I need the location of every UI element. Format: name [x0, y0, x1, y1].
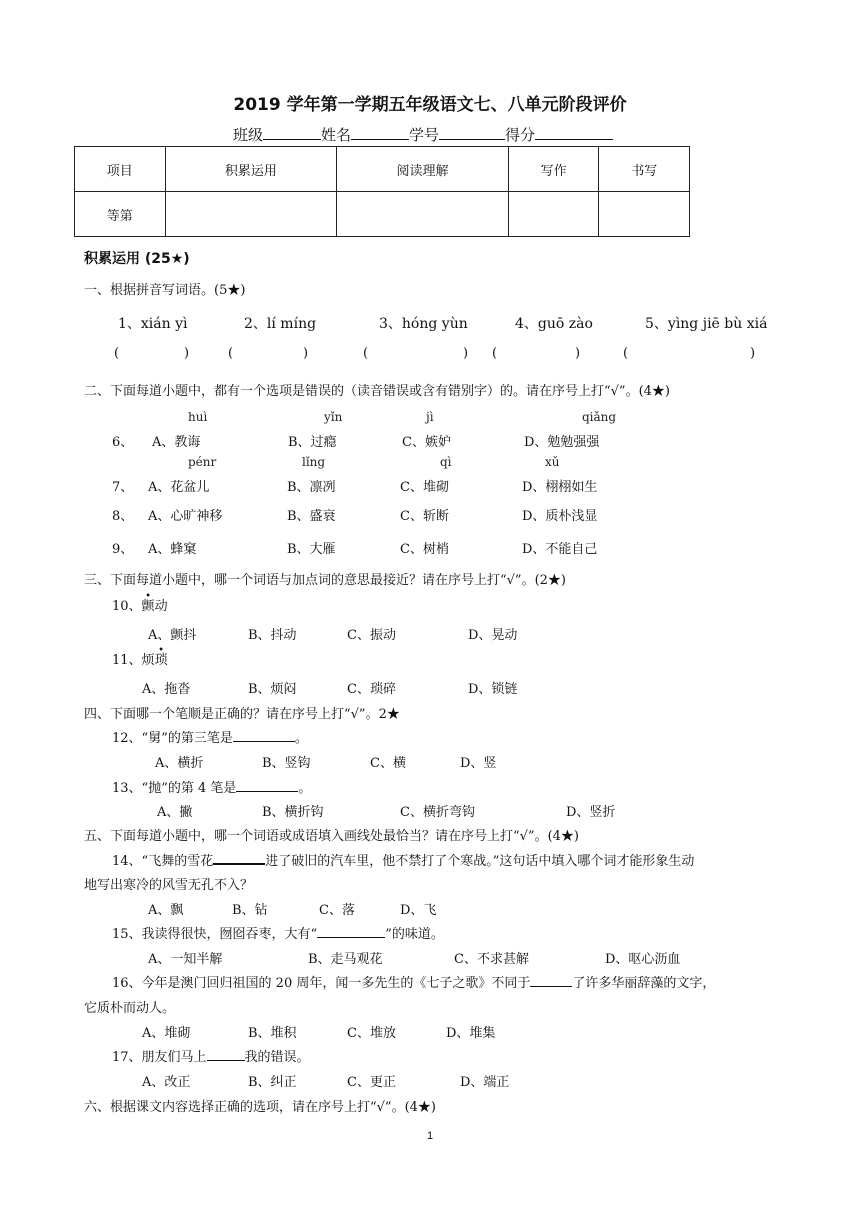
option-b[interactable]: B、纠正: [248, 1075, 297, 1090]
pinyin-annotation: qì: [440, 455, 452, 469]
answer-blank[interactable]: [530, 974, 572, 987]
option-c[interactable]: C、堆砌: [400, 480, 449, 495]
answer-blank[interactable]: [213, 851, 265, 865]
table-header: 阅读理解: [337, 147, 509, 192]
option-b[interactable]: B、过瘾: [288, 435, 337, 450]
option-d[interactable]: D、勉勉强强: [524, 435, 600, 450]
stem-char: 动: [154, 599, 168, 614]
option-d[interactable]: D、端正: [460, 1075, 510, 1090]
stem-end: 。: [294, 731, 308, 746]
option-c[interactable]: C、横: [370, 756, 406, 771]
id-field[interactable]: [439, 125, 505, 140]
question-stem: [112, 727, 308, 746]
score-field[interactable]: [535, 125, 613, 140]
option-a[interactable]: A、改正: [142, 1075, 191, 1090]
option-a[interactable]: A、颤抖: [148, 628, 197, 643]
pinyin-annotation: lǐng: [302, 455, 326, 469]
option-c[interactable]: C、振动: [347, 628, 396, 643]
answer-blank[interactable]: [236, 779, 298, 792]
option-b[interactable]: B、堆积: [248, 1026, 297, 1041]
question-stem: [112, 777, 311, 796]
question-heading: 二、下面每道小题中，都有一个选项是错误的（读音错误或含有错别字）的。请在序号上打“√”。(4★): [84, 384, 670, 399]
option-c[interactable]: C、不求甚解: [454, 952, 529, 967]
page-title: 2019 学年第一学期五年级语文七、八单元阶段评价: [233, 95, 627, 115]
question-heading: 六、根据课文内容选择正确的选项，请在序号上打“√”。(4★): [84, 1100, 436, 1115]
option-d[interactable]: D、栩栩如生: [522, 480, 598, 495]
option-a[interactable]: A、一知半解: [148, 952, 223, 967]
stem-text: 12、“舅”的第三笔是: [112, 731, 233, 746]
option-a[interactable]: A、撇: [157, 805, 193, 820]
option-d[interactable]: D、呕心沥血: [605, 952, 681, 967]
grade-cell[interactable]: [508, 192, 599, 237]
class-field[interactable]: [263, 125, 321, 140]
grade-cell[interactable]: [337, 192, 509, 237]
question-stem: [112, 649, 168, 668]
option-a[interactable]: A、心旷神移: [148, 509, 223, 524]
option-c[interactable]: C、堆放: [347, 1026, 396, 1041]
question-stem-line2: 它质朴而动人。: [84, 1001, 176, 1016]
grade-cell[interactable]: [599, 192, 690, 237]
table-grade-row: [75, 192, 690, 237]
stem-text: 我的错误。: [244, 1050, 310, 1065]
answer-paren-open: (: [363, 346, 369, 361]
answer-paren-close: ): [184, 346, 190, 361]
question-number: 7、: [112, 480, 134, 495]
stem-end: 。: [298, 781, 312, 796]
option-b[interactable]: B、竖钩: [262, 756, 311, 771]
section-heading: 积累运用 (25★): [84, 251, 190, 267]
grade-table: [74, 146, 690, 237]
question-stem: [112, 923, 444, 942]
option-a[interactable]: A、拖沓: [142, 682, 191, 697]
table-row-label: 等第: [75, 192, 166, 237]
question-heading: 四、下面哪一个笔顺是正确的？请在序号上打“√”。2★: [84, 707, 400, 722]
table-header: 书写: [599, 147, 690, 192]
option-a[interactable]: A、教诲: [152, 435, 201, 450]
stem-text: 13、“抛”的第 4 笔是: [112, 781, 237, 796]
option-c[interactable]: C、树梢: [400, 542, 449, 557]
answer-blank[interactable]: [233, 729, 295, 742]
question-stem: [112, 972, 715, 991]
table-header-row: [75, 147, 690, 192]
score-label: 得分: [505, 126, 536, 144]
answer-paren-close: ): [575, 346, 581, 361]
pinyin-annotation: xǔ: [545, 455, 560, 469]
stem-text: 进了破旧的汽车里，他不禁打了个寒战。”这句话中填入哪个词才能形象生动: [265, 854, 695, 869]
pinyin-item: 5、yìng jiē bù xiá: [645, 316, 768, 332]
option-d[interactable]: D、质朴浅显: [522, 509, 598, 524]
question-number: 8、: [112, 509, 134, 524]
table-header: 项目: [75, 147, 166, 192]
name-label: 姓名: [321, 126, 352, 144]
answer-paren-close: ): [303, 346, 309, 361]
pinyin-item: 4、guō zào: [515, 316, 593, 332]
option-d[interactable]: D、竖: [460, 756, 497, 771]
option-b[interactable]: B、凛冽: [287, 480, 336, 495]
option-c[interactable]: C、斩断: [400, 509, 449, 524]
question-stem: [112, 595, 168, 614]
option-d[interactable]: D、不能自己: [522, 542, 598, 557]
table-header: 写作: [508, 147, 599, 192]
pinyin-annotation: pénr: [188, 455, 217, 469]
option-d[interactable]: D、锁链: [468, 682, 518, 697]
option-d[interactable]: D、竖折: [566, 805, 616, 820]
option-b[interactable]: B、钻: [232, 903, 268, 918]
pinyin-item: 2、lí míng: [244, 316, 317, 332]
answer-paren-open: (: [492, 346, 498, 361]
option-c[interactable]: C、更正: [347, 1075, 396, 1090]
option-b[interactable]: B、抖动: [248, 628, 297, 643]
table-header: 积累运用: [165, 147, 337, 192]
name-field[interactable]: [351, 125, 409, 140]
class-label: 班级: [233, 126, 264, 144]
question-number: 10、: [112, 599, 142, 614]
dotted-char: 琐: [154, 653, 168, 668]
pinyin-annotation: jì: [426, 410, 434, 424]
answer-blank[interactable]: [317, 925, 385, 938]
option-d[interactable]: D、堆集: [446, 1026, 496, 1041]
stem-text: 14、“飞舞的雪花: [112, 854, 214, 869]
stem-text: 了许多华丽辞藻的文字，: [572, 976, 716, 991]
student-info-line: [233, 124, 613, 145]
option-c[interactable]: C、嫉妒: [402, 435, 451, 450]
option-d[interactable]: D、晃动: [468, 628, 518, 643]
id-label: 学号: [409, 126, 440, 144]
option-b[interactable]: B、走马观花: [308, 952, 383, 967]
dotted-char: 颤: [141, 599, 155, 614]
answer-paren-open: (: [114, 346, 120, 361]
option-a[interactable]: A、蜂窠: [148, 542, 197, 557]
page-number: 1: [426, 1130, 434, 1142]
option-a[interactable]: A、堆砌: [142, 1026, 191, 1041]
option-a[interactable]: A、飘: [148, 903, 184, 918]
question-number: 9、: [112, 542, 134, 557]
stem-text: 17、朋友们马上: [112, 1050, 207, 1065]
pinyin-item: 3、hóng yùn: [379, 316, 468, 332]
answer-paren-open: (: [623, 346, 629, 361]
option-b[interactable]: B、横折钩: [262, 805, 324, 820]
option-a[interactable]: A、花盆儿: [148, 480, 210, 495]
question-heading: 一、根据拼音写词语。(5★): [84, 283, 246, 298]
question-heading: 三、下面每道小题中，哪一个词语与加点词的意思最接近？请在序号上打“√”。(2★): [84, 573, 566, 588]
question-stem: [112, 850, 694, 869]
option-b[interactable]: B、盛衰: [287, 509, 336, 524]
answer-paren-close: ): [463, 346, 469, 361]
pinyin-annotation: huì: [188, 410, 208, 424]
answer-paren-open: (: [228, 346, 234, 361]
answer-paren-close: ): [750, 346, 756, 361]
stem-text: 15、我读得很快，囫囵吞枣，大有“: [112, 927, 318, 942]
pinyin-annotation: yǐn: [324, 410, 343, 424]
option-b[interactable]: B、大雁: [287, 542, 336, 557]
pinyin-item: 1、xián yì: [118, 316, 188, 332]
question-heading: 五、下面每道小题中，哪一个词语或成语填入画线处最恰当？请在序号上打“√”。(4★): [84, 829, 579, 844]
answer-blank[interactable]: [207, 1048, 245, 1061]
option-d[interactable]: D、飞: [400, 903, 437, 918]
grade-cell[interactable]: [165, 192, 337, 237]
question-number: 6、: [112, 435, 134, 450]
option-c[interactable]: C、横折弯钩: [400, 805, 475, 820]
option-c[interactable]: C、琐碎: [347, 682, 396, 697]
question-stem: [112, 1046, 310, 1065]
option-a[interactable]: A、横折: [155, 756, 204, 771]
option-b[interactable]: B、烦闷: [248, 682, 297, 697]
question-number: 11、: [112, 653, 142, 668]
stem-text: ”的味道。: [385, 927, 444, 942]
option-c[interactable]: C、落: [319, 903, 355, 918]
stem-text: 16、今年是澳门回归祖国的 20 周年，闻一多先生的《七子之歌》不同于: [112, 976, 531, 991]
pinyin-annotation: qiǎng: [582, 410, 617, 424]
stem-char: 烦: [141, 653, 155, 668]
question-stem-line2: 地写出寒冷的风雪无孔不入？: [84, 878, 254, 893]
